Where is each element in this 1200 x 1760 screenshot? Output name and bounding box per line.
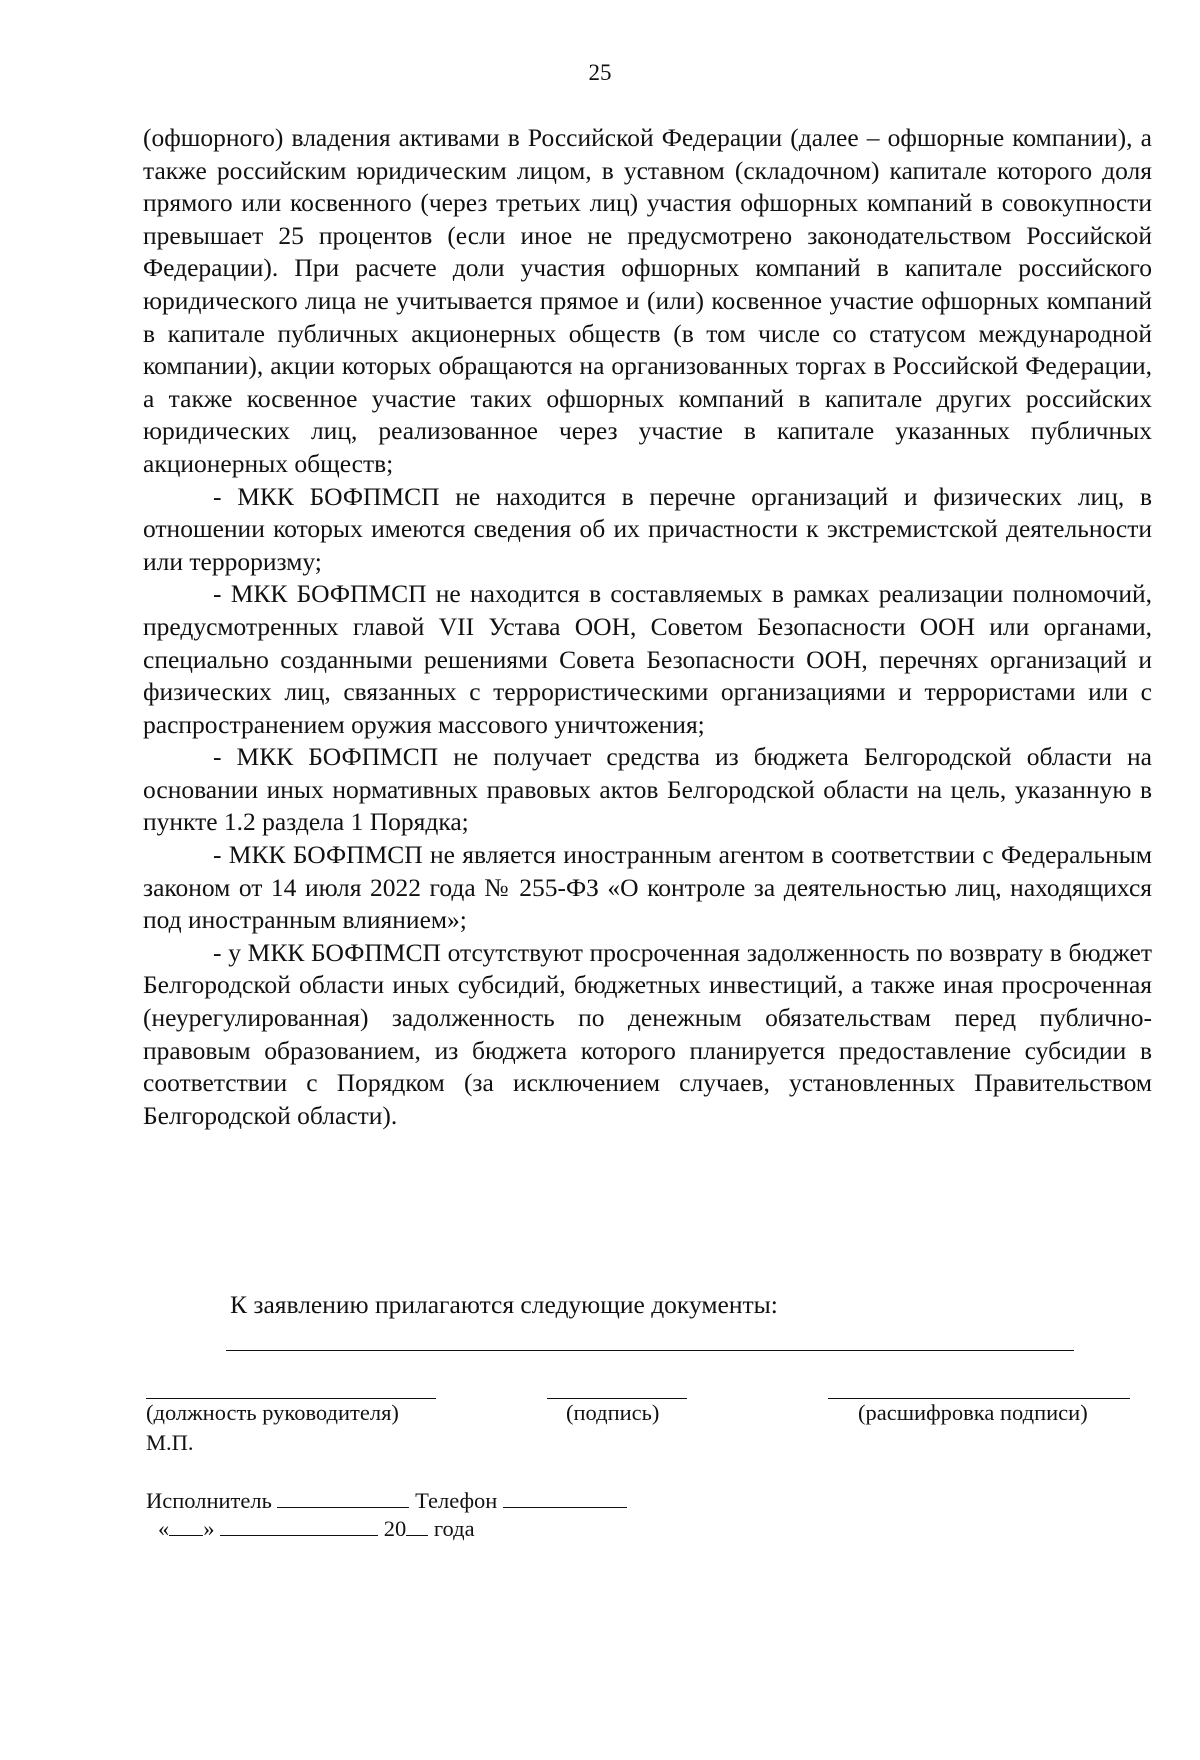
decoding-field-line[interactable] — [828, 1398, 1130, 1399]
date-row — [158, 1516, 475, 1542]
attachments-label: К заявлению прилагаются следующие документы: — [230, 1290, 778, 1319]
executor-field[interactable] — [277, 1488, 409, 1508]
day-field[interactable] — [169, 1516, 203, 1536]
paragraph-budget-funds: - МКК БОФПМСП не получает средства из бюджета Белгородской области на основании иных нормативных правовых актов Белгородской области на цель, указанную в пункте 1.2 раздела 1 Порядка; — [143, 742, 1152, 837]
paragraph-offshore: (офшорного) владения активами в Российской Федерации (далее – офшорные компании), а также российским юридическим лицом, в уставном (складочном) капитале которого доля прямого или косвенного (через третьих лиц) участия офшорных компаний в совокупности превышает 25 процентов (если иное не предусмотрено законодательством Российской Федерации). При расчете доли участия офшорных компаний в капитале российского юридического лица не учитывается прямое и (или) косвенное участие офшорных компаний в капитале публичных акционерных обществ (в том числе со статусом международной компании), акции которых обращаются на организованных торгах в Российской Федерации, а также косвенное участие таких офшорных компаний в капитале других российских юридических лиц, реализованное через участие в капитале указанных публичных акционерных обществ; — [143, 123, 1152, 478]
body-text — [143, 122, 1152, 1132]
position-label: (должность руководителя) — [146, 1400, 399, 1425]
month-field[interactable] — [220, 1516, 378, 1536]
paragraph-un-lists: - МКК БОФПМСП не находится в составляемых в рамках реализации полномочий, предусмотренных главой VII Устава ООН, Советом Безопасности ООН или органами, специально созданными решениями Совета Безопасности ООН, перечнях организаций и физических лиц, связанных с террористическими организациями и террористами или с распространением оружия массового уничтожения; — [143, 579, 1152, 739]
executor-row — [146, 1488, 627, 1514]
decoding-label: (расшифровка подписи) — [858, 1400, 1088, 1425]
date-close-quote: » — [203, 1516, 215, 1541]
year-field[interactable] — [406, 1516, 428, 1536]
position-field-line[interactable] — [146, 1398, 436, 1399]
year-prefix: 20 — [383, 1516, 407, 1541]
signature-label: (подпись) — [566, 1400, 660, 1425]
phone-field[interactable] — [503, 1488, 627, 1508]
attachments-field-line[interactable] — [226, 1350, 1074, 1351]
page-number: 25 — [588, 60, 612, 85]
stamp-label: М.П. — [146, 1430, 194, 1455]
paragraph-foreign-agent: - МКК БОФПМСП не является иностранным агентом в соответствии с Федеральным законом от 14 июля 2022 года № 255-ФЗ «О контроле за деятельностью лиц, находящихся под иностранным влиянием»; — [143, 840, 1152, 935]
executor-label: Исполнитель — [146, 1488, 272, 1513]
phone-label: Телефон — [415, 1488, 498, 1513]
date-open-quote: « — [158, 1516, 170, 1541]
signature-field-line[interactable] — [547, 1398, 687, 1399]
year-suffix: года — [433, 1516, 475, 1541]
paragraph-extremism: - МКК БОФПМСП не находится в перечне организаций и физических лиц, в отношении которых имеются сведения об их причастности к экстремистской деятельности или терроризму; — [143, 481, 1152, 576]
paragraph-debt: - у МКК БОФПМСП отсутствуют просроченная задолженность по возврату в бюджет Белгородской области иных субсидий, бюджетных инвестиций, а также иная просроченная (неурегулированная) задолженность по денежным обязательствам перед публично-правовым образованием, из бюджета которого планируется предоставление субсидии в соответствии с Порядком (за исключением случаев, установленных Правительством Белгородской области). — [143, 937, 1152, 1130]
